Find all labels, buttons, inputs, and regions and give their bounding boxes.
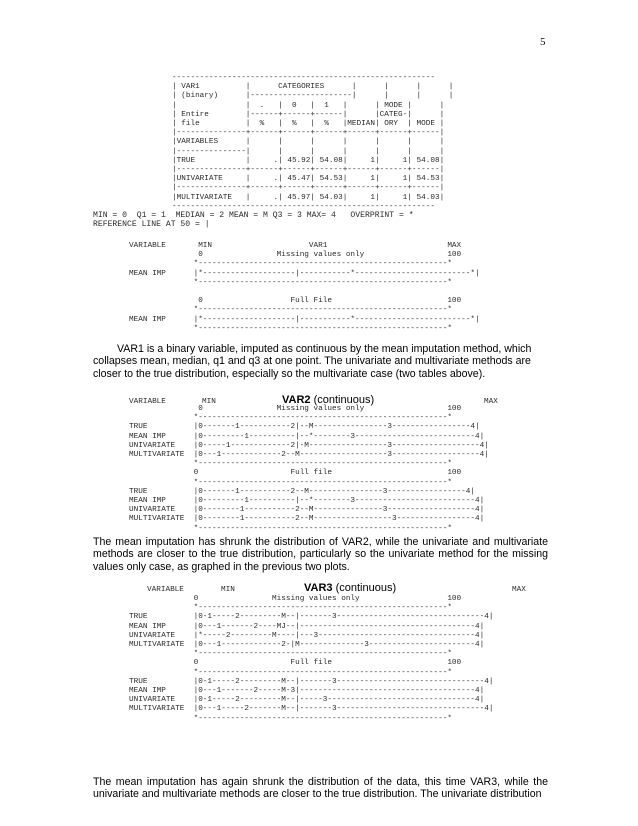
var1-boxplot [129,242,480,334]
var2-plot-line: MULTIVARIATE |0---1-------------2--M-------------------3-------------------4| [129,451,489,460]
var2-title-name: VAR2 [282,394,311,406]
table-line: |---------------+------+------+------+------+------+------| [172,129,445,138]
var3-plot-line: TRUE |0-1-----2---------M--|-------3--------------------------------4| [129,677,494,686]
table-line: |---------------+------+------+------+------+------+------| [172,166,445,175]
table-line: |MULTIVARIATE | .| 45.97| 54.03| 1| 1| 54.03| [172,193,445,202]
var2-plot-line: *------------------------------------------------------* [129,478,452,487]
var1-plot-line: MEAN IMP |*--------------------|-----------*-------------------------*| [129,269,480,278]
table-line: | file | % | % | % |MEDIAN| ORY | MODE | [172,120,445,129]
table-line: | | . | 0 | 1 | | MODE | | [172,101,445,110]
summary-line: MIN = 0 Q1 = 1 MEDIAN = 2 MEAN = M Q3 = 3 MAX= 4 OVERPRINT = * [93,211,414,220]
var3-plot-line: 0 Full file 100 [129,659,462,668]
var3-plot-line: MEAN IMP |0---1-------2-----M-3|--------------------------------------4| [129,687,485,696]
var1-plot-line: *------------------------------------------------------* [129,306,452,315]
var1-plot-line: 0 Missing values only 100 [129,251,462,260]
table-line: |UNIVARIATE | .| 45.47| 54.53| 1| 1| 54.53| [172,175,445,184]
var2-plot-line: TRUE |0-------1-----------2--M----------------3-----------------4| [129,487,475,496]
page-number: 5 [540,36,546,48]
var2-plot-line: MEAN IMP |0---------1----------|--*--------3--------------------------4| [129,497,485,506]
table-line: |---------------| | | | | | | [172,147,445,156]
var3-title-name: VAR3 [304,582,333,594]
var2-title-suffix: (continuous) [310,394,375,406]
var1-plot-line: MEAN IMP |*--------------------|-----------*-------------------------*| [129,315,480,324]
var3-plot-line: MULTIVARIATE |0---1-----2-------M--|-------3--------------------------------4| [129,705,494,714]
categories-table [172,74,453,212]
var1-plot-line: VARIABLE MIN VAR1 MAX [129,242,462,250]
var1-plot-line: *------------------------------------------------------* [129,278,452,287]
var2-boxplot [129,405,489,534]
var3-max-label: MAX [512,586,526,594]
var2-plot-line: 0 Missing values only 100 [129,405,462,413]
table-line: |---------------+------+------+------+------+------+------| [172,184,445,193]
paragraph-var1: VAR1 is a binary variable, imputed as continuous by the mean imputation method, which collapses mean, median, q1 and q3 at one point. The univariate and multivariate methods are closer to the true distribution, especially so the multivariate case (two tables above). [93,343,532,380]
var2-plot-line: *------------------------------------------------------* [129,524,452,533]
var3-plot-line: *------------------------------------------------------* [129,604,452,613]
var3-plot-line: UNIVARIATE |0-1-----2---------M--|-----3--------------------------------4| [129,696,485,705]
var3-min-label: MIN [221,586,235,594]
var3-plot-line: *------------------------------------------------------* [129,650,452,659]
var2-plot-line: MULTIVARIATE |0--------1-----------2--M-----------------3-----------------4| [129,515,485,524]
var3-variable-label: VARIABLE [147,586,184,594]
var2-min-label: MIN [202,398,216,406]
summary-line: REFERENCE LINE AT 50 = | [93,220,210,230]
var2-plot-line: UNIVARIATE |0--------1-----------2--M---------------3-------------------4| [129,506,485,515]
var2-plot-line: UNIVARIATE |0-----1-------------2|-M-----------------3-------------------4| [129,441,489,450]
var3-plot-line: UNIVARIATE |*-----2---------M----|---3----------------------------------4| [129,631,485,640]
var3-plot-line: *------------------------------------------------------* [129,668,452,677]
var2-variable-label: VARIABLE [129,398,166,406]
table-line: |VARIABLES | | | | | | | [172,138,445,147]
var3-plot-line: MEAN IMP |0---1-------2----MJ--|--------------------------------------4| [129,622,485,631]
var3-plot-line: TRUE |0-1-----2---------M--|-------3--------------------------------4| [129,613,494,622]
var3-plot-line: MULTIVARIATE |0---1-------------2-|M--------------3-----------------------4| [129,641,485,650]
table-line: | Entire |------+------+------| |CATEG-| | [172,110,445,119]
var1-plot-line: *------------------------------------------------------* [129,324,452,333]
table-line: --------------------------------------------------------- [172,202,435,211]
var1-plot-line: 0 Full File 100 [129,297,462,306]
var1-plot-line: *------------------------------------------------------* [129,260,452,269]
var2-plot-line: MEAN IMP |0---------1----------|--*--------3--------------------------4| [129,432,485,441]
table-line: | (binary) |----------------------| | | | [172,92,454,101]
paragraph-var3: The mean imputation has again shrunk the distribution of the data, this time VAR3, while the univariate and multivariate methods are closer to the true distribution. The univariate distribution [93,776,548,801]
var2-plot-line: 0 Full file 100 [129,469,462,478]
var2-plot-line: TRUE |0-------1-----------2|--M----------------3-----------------4| [129,423,480,432]
var3-title-suffix: (continuous) [332,582,397,594]
legend-summary [93,211,414,229]
var2-plot-line: *------------------------------------------------------* [129,460,452,469]
var3-plot-line: 0 Missing values only 100 [129,595,462,603]
var3-plot-line: *------------------------------------------------------* [129,714,452,723]
var3-title [304,582,396,594]
table-line: --------------------------------------------------------- [172,74,435,82]
var2-max-label: MAX [484,398,498,406]
var2-plot-line: *------------------------------------------------------* [129,414,452,423]
var3-boxplot [129,595,493,724]
table-line: |TRUE | .| 45.92| 54.08| 1| 1| 54.08| [172,156,445,165]
paragraph-var2: The mean imputation has shrunk the distribution of VAR2, while the univariate and multivariate methods are closer to the true distribution, particularly so the univariate method for the missing values only case, as graphed in the previous two plots. [93,536,548,573]
table-line: | VAR1 | CATEGORIES | | | | [172,83,454,92]
